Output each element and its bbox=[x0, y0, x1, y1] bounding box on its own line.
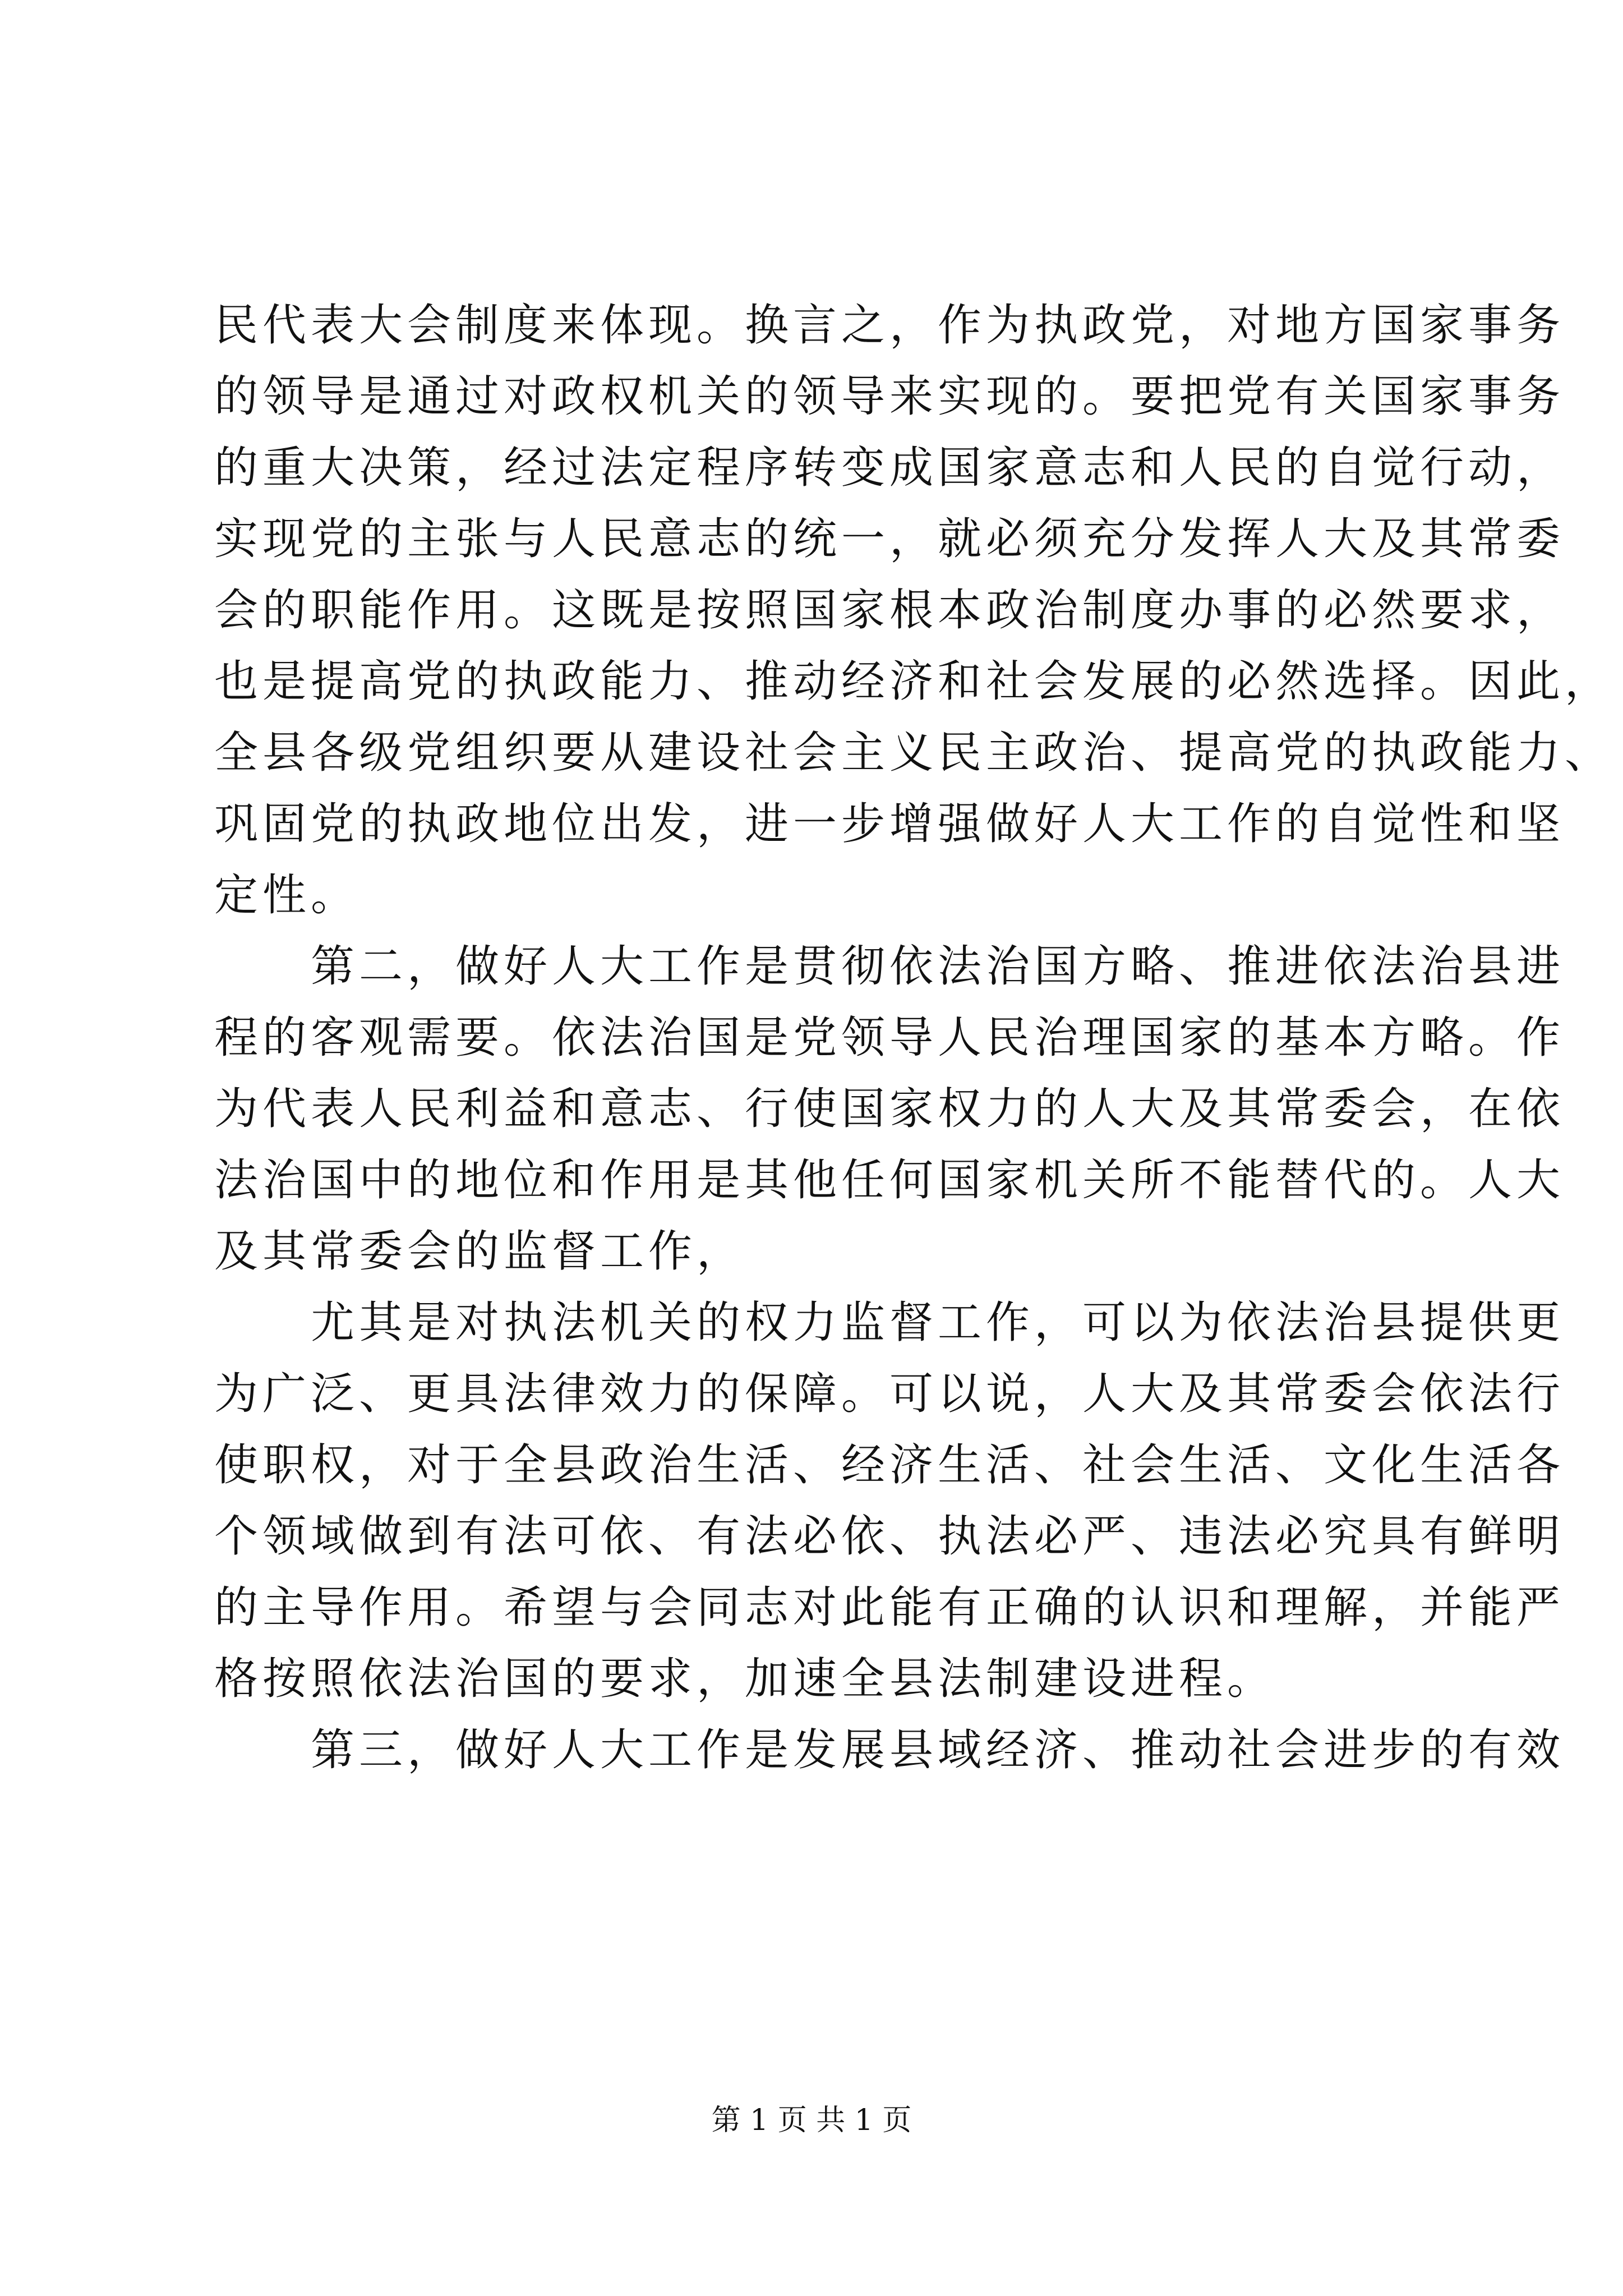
text-line: 个领域做到有法可依、有法必依、执法必严、违法必究具有鲜明 bbox=[214, 1511, 1565, 1562]
text-line: 为广泛、更具法律效力的保障。可以说，人大及其常委会依法行 bbox=[214, 1369, 1565, 1419]
text-line: 格按照依法治国的要求，加速全县法制建设进程。 bbox=[214, 1654, 1276, 1704]
page-number-footer: 第 1 页 共 1 页 bbox=[711, 2104, 912, 2137]
text-line: 尤其是对执法机关的权力监督工作，可以为依法治县提供更 bbox=[214, 1297, 1565, 1348]
text-line: 也是提高党的执政能力、推动经济和社会发展的必然选择。因此， bbox=[214, 656, 1613, 707]
text-line: 民代表大会制度来体现。换言之，作为执政党，对地方国家事务 bbox=[214, 300, 1565, 351]
text-line: 的重大决策，经过法定程序转变成国家意志和人民的自觉行动， bbox=[214, 443, 1565, 493]
text-line: 第二，做好人大工作是贯彻依法治国方略、推进依法治县进 bbox=[214, 941, 1565, 992]
text-line: 巩固党的执政地位出发，进一步增强做好人大工作的自觉性和坚 bbox=[214, 799, 1565, 849]
text-line: 及其常委会的监督工作， bbox=[214, 1226, 745, 1277]
text-line: 实现党的主张与人民意志的统一，就必须充分发挥人大及其常委 bbox=[214, 514, 1565, 564]
text-line: 的领导是通过对政权机关的领导来实现的。要把党有关国家事务 bbox=[214, 371, 1565, 422]
text-line: 定性。 bbox=[214, 870, 359, 921]
text-line: 程的客观需要。依法治国是党领导人民治理国家的基本方略。作 bbox=[214, 1013, 1565, 1063]
text-line: 法治国中的地位和作用是其他任何国家机关所不能替代的。人大 bbox=[214, 1155, 1565, 1205]
text-line: 使职权，对于全县政治生活、经济生活、社会生活、文化生活各 bbox=[214, 1440, 1565, 1490]
text-line: 全县各级党组织要从建设社会主义民主政治、提高党的执政能力、 bbox=[214, 728, 1613, 778]
text-line: 的主导作用。希望与会同志对此能有正确的认识和理解，并能严 bbox=[214, 1582, 1565, 1633]
text-line: 会的职能作用。这既是按照国家根本政治制度办事的必然要求， bbox=[214, 585, 1565, 636]
text-line: 第三，做好人大工作是发展县域经济、推动社会进步的有效 bbox=[214, 1725, 1565, 1775]
body-text bbox=[214, 298, 1613, 1795]
text-line: 为代表人民利益和意志、行使国家权力的人大及其常委会，在依 bbox=[214, 1084, 1565, 1134]
